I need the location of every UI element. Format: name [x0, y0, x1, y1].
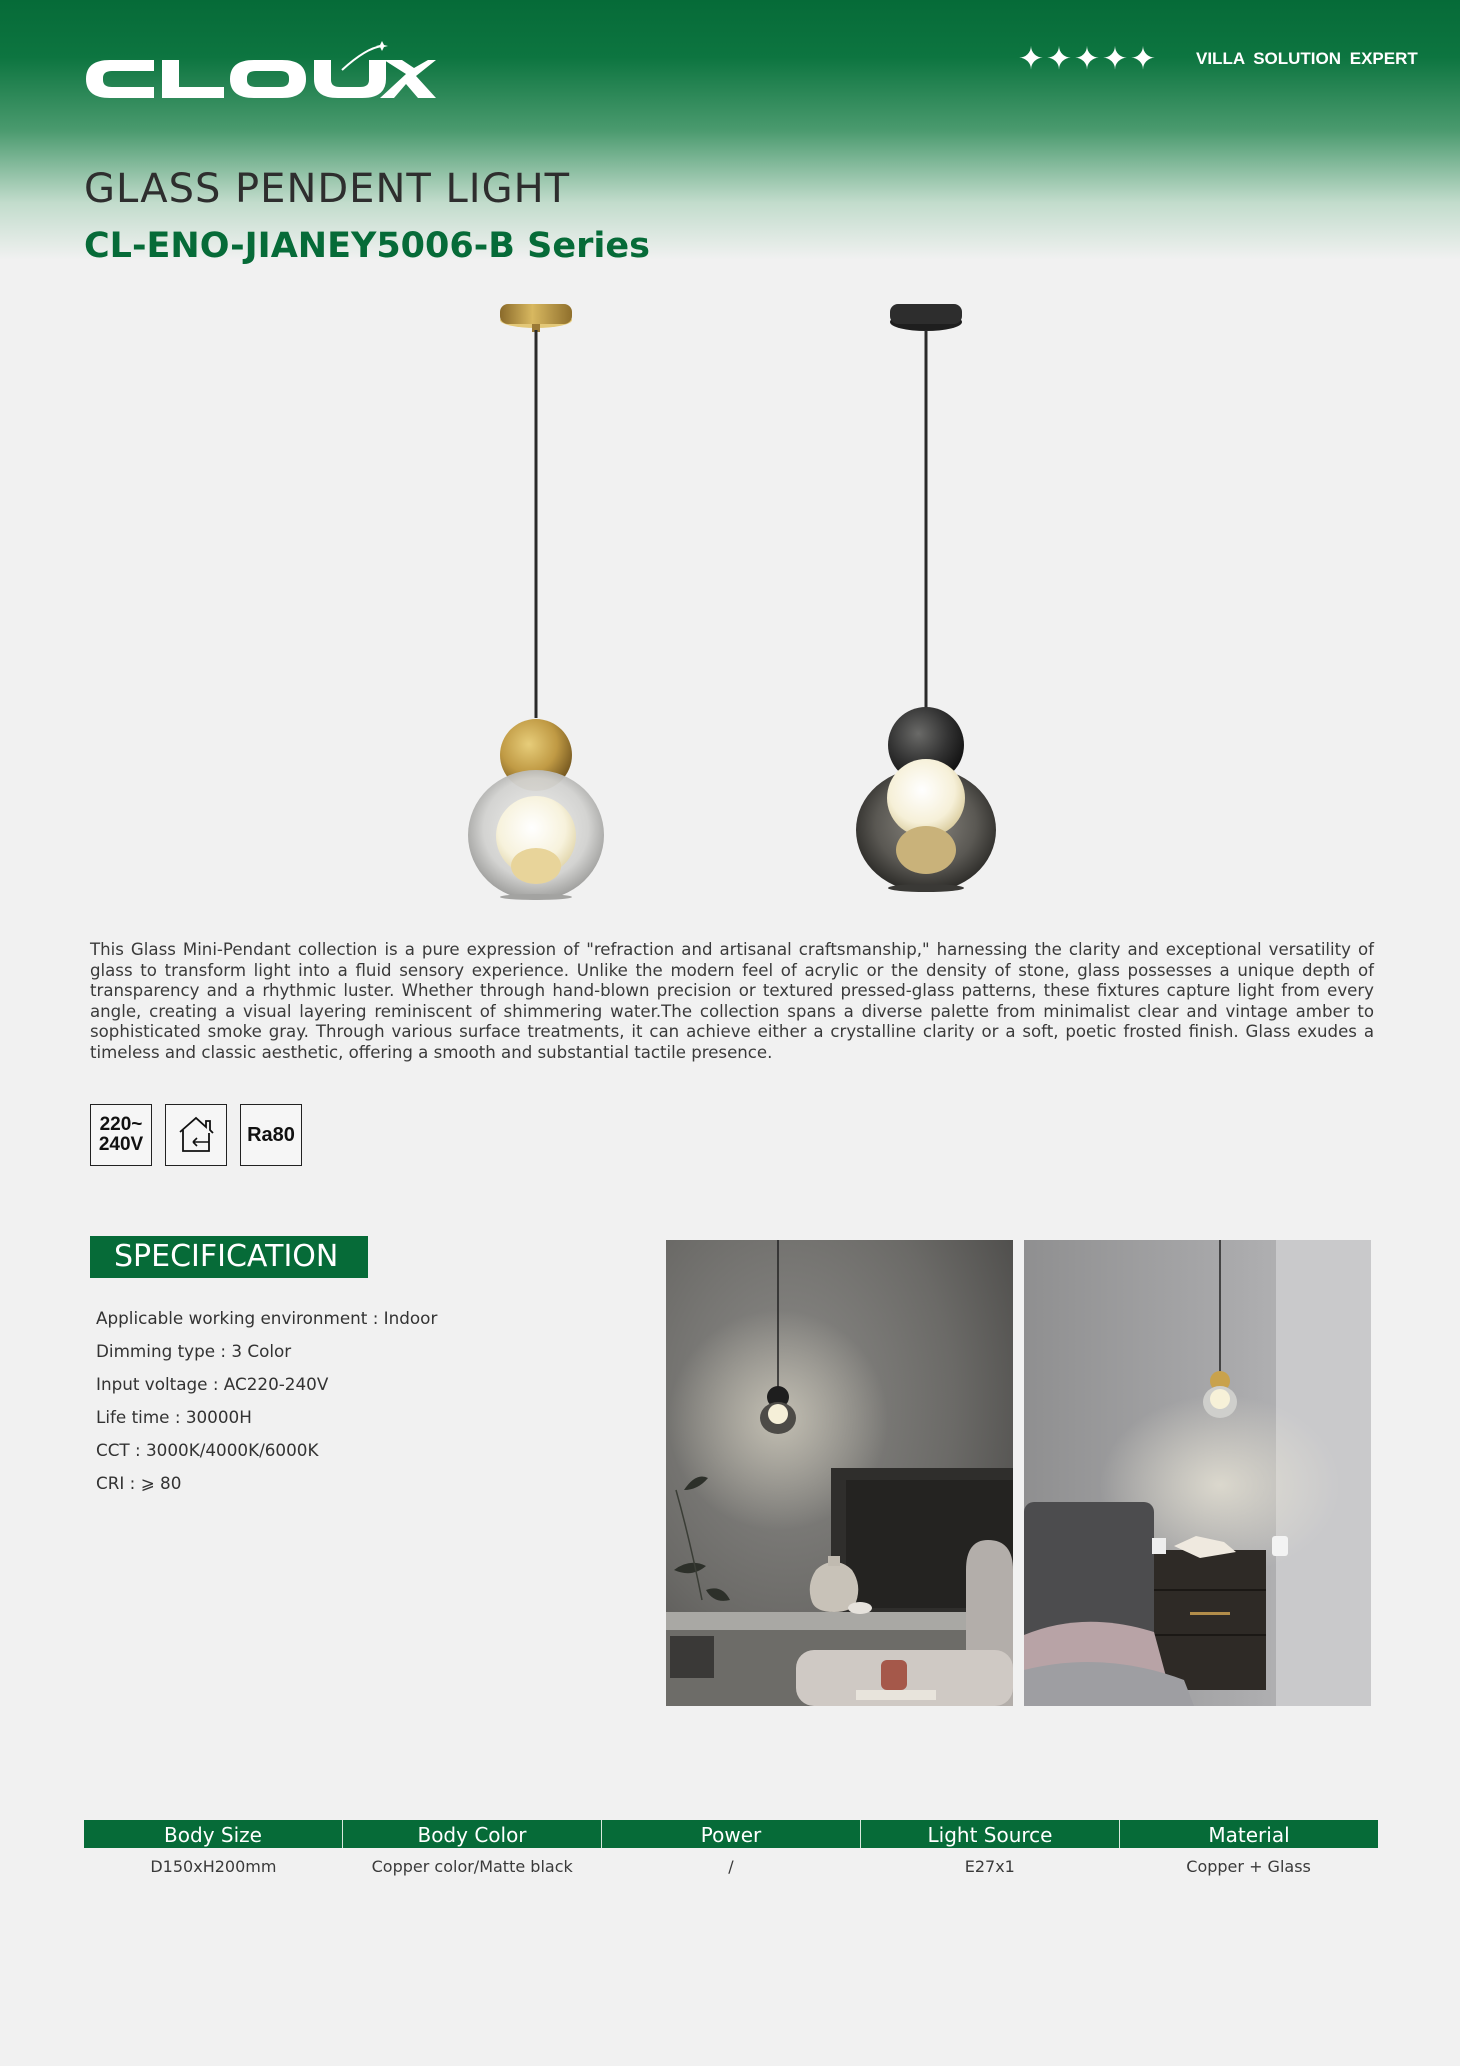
specification-list	[96, 1302, 437, 1500]
column-header-body-color: Body Color	[343, 1820, 602, 1848]
star-icon: ✦	[1129, 41, 1156, 77]
cell-power: /	[728, 1857, 734, 1876]
product-title: GLASS PENDENT LIGHT	[84, 166, 571, 212]
feature-badges	[90, 1104, 302, 1166]
indoor-house-icon	[165, 1104, 227, 1166]
cell-body-size: D150xH200mm	[150, 1857, 277, 1876]
specification-header: SPECIFICATION	[90, 1236, 368, 1278]
cell-material: Copper + Glass	[1186, 1857, 1311, 1876]
cri-badge: Ra80	[240, 1104, 302, 1166]
brand-tagline: VILLA SOLUTION EXPERT	[1196, 49, 1418, 68]
spec-item: CCT : 3000K/4000K/6000K	[96, 1440, 319, 1460]
bedroom-scene-photo	[1024, 1240, 1371, 1706]
brass-pendant-image	[462, 300, 612, 900]
star-icon: ✦	[1073, 41, 1100, 77]
column-header-material: Material	[1208, 1823, 1290, 1847]
column-header-light-source: Light Source	[861, 1820, 1120, 1848]
product-table-header	[84, 1820, 1378, 1848]
living-room-scene-photo	[666, 1240, 1013, 1706]
table-row	[84, 1856, 1378, 1878]
spec-item: Life time : 30000H	[96, 1407, 252, 1427]
spec-item: CRI : ⩾ 80	[96, 1473, 182, 1493]
spec-item: Input voltage : AC220-240V	[96, 1374, 329, 1394]
star-icon: ✦	[1101, 41, 1128, 77]
product-description: This Glass Mini-Pendant collection is a pure expression of "refraction and artisanal craftsmanship," harnessing the clarity and exceptional versatility of glass to transform light into a fluid sensory experience. Unlike the modern feel of acrylic or the density of stone, glass possesses a unique depth of transparency and a rhythmic luster. Whether through hand-blown precision or textured pressed-glass patterns, these fixtures capture light from every angle, creating a visual layering reminiscent of shimmering water.The collection spans a diverse palette from minimalist clear and vintage amber to sophisticated smoke gray. Through various surface treatments, it can achieve either a crystalline clarity or a soft, poetic frosted finish. Glass exudes a timeless and classic aesthetic, offering a smooth and substantial tactile presence.	[90, 940, 1374, 1062]
rating-stars	[1018, 38, 1156, 80]
column-header-body-size: Body Size	[84, 1820, 343, 1848]
product-series: CL-ENO-JIANEY5006-B Series	[84, 226, 650, 266]
cell-light-source: E27x1	[964, 1857, 1015, 1876]
column-header-power: Power	[602, 1820, 861, 1848]
voltage-badge: 220~ 240V	[90, 1104, 152, 1166]
star-icon: ✦	[1018, 41, 1044, 77]
spec-item: Applicable working environment : Indoor	[96, 1308, 438, 1328]
star-icon: ✦	[1045, 41, 1072, 77]
cell-body-color: Copper color/Matte black	[371, 1857, 573, 1876]
cloux-logo	[84, 40, 436, 104]
header-banner	[0, 0, 1460, 260]
spec-item: Dimming type : 3 Color	[96, 1341, 292, 1361]
black-pendant-image	[852, 300, 1002, 900]
